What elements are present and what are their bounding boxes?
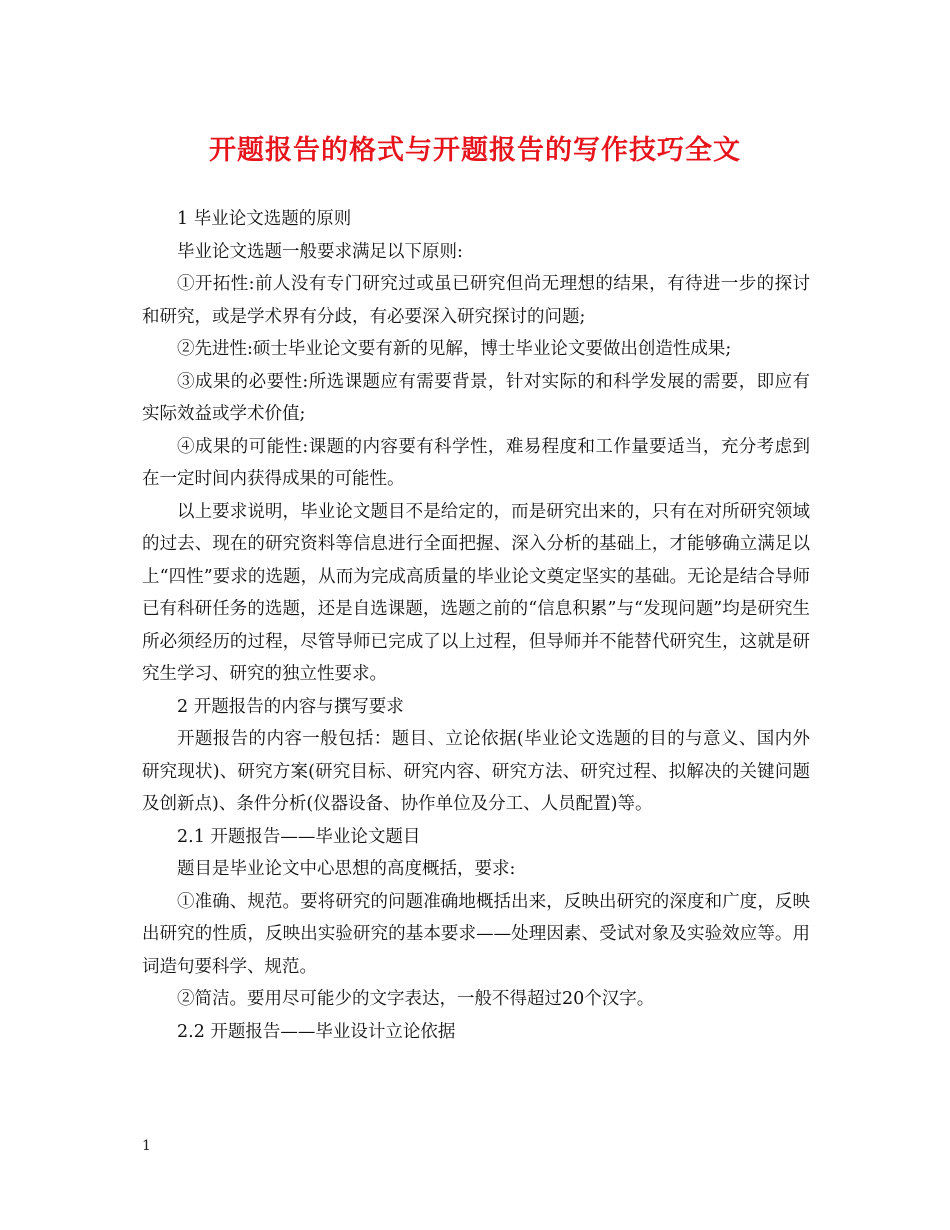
paragraph: ④成果的可能性:课题的内容要有科学性，难易程度和工作量要适当，充分考虑到在一定时间内获得成果的可能性。: [142, 436, 810, 489]
subsection-heading: 2.2 开题报告——毕业设计立论依据: [177, 1021, 456, 1042]
paragraph: 以上要求说明，毕业论文题目不是给定的，而是研究出来的，只有在对所研究领域的过去、现在的研究资料等信息进行全面把握、深入分析的基础上，才能够确立满足以上“四性”要求的选题，从而为完成高质量的毕业论文奠定坚实的基础。无论是结合导师已有科研任务的选题，还是自选课题，选题之前的“信息积累”与“发现问题”均是研究生所必须经历的过程，尽管导师已完成了以上过程，但导师并不能替代研究生，这就是研究生学习、研究的独立性要求。: [142, 501, 810, 684]
page-number: 1: [142, 1138, 151, 1154]
paragraph: 毕业论文选题一般要求满足以下原则:: [177, 241, 463, 262]
paragraph: ①开拓性:前人没有专门研究过或虽已研究但尚无理想的结果，有待进一步的探讨和研究，或是学术界有分歧，有必要深入研究探讨的问题;: [142, 274, 810, 327]
paragraph: ①准确、规范。要将研究的问题准确地概括出来，反映出研究的深度和广度，反映出研究的性质，反映出实验研究的基本要求——处理因素、受试对象及实验效应等。用词造句要科学、规范。: [142, 891, 810, 977]
paragraph: 开题报告的内容一般包括：题目、立论依据(毕业论文选题的目的与意义、国内外研究现状)、研究方案(研究目标、研究内容、研究方法、研究过程、拟解决的关键问题及创新点)、条件分析(仪器设备、协作单位及分工、人员配置)等。: [142, 729, 810, 814]
section-heading: 1 毕业论文选题的原则: [177, 209, 352, 229]
subsection-heading: 2.1 开题报告——毕业论文题目: [177, 826, 421, 847]
paragraph: ③成果的必要性:所选课题应有需要背景，针对实际的和科学发展的需要，即应有实际效益或学术价值;: [142, 371, 810, 424]
section-heading: 2 开题报告的内容与撰写要求: [177, 696, 404, 717]
paragraph: ②简洁。要用尽可能少的文字表达，一般不得超过20个汉字。: [177, 989, 655, 1009]
document-title: 开题报告的格式与开题报告的写作技巧全文: [209, 135, 741, 166]
paragraph: 题目是毕业论文中心思想的高度概括，要求:: [177, 859, 516, 879]
paragraph: ②先进性:硕士毕业论文要有新的见解，博士毕业论文要做出创造性成果;: [177, 339, 732, 359]
document-body: [142, 203, 810, 1048]
